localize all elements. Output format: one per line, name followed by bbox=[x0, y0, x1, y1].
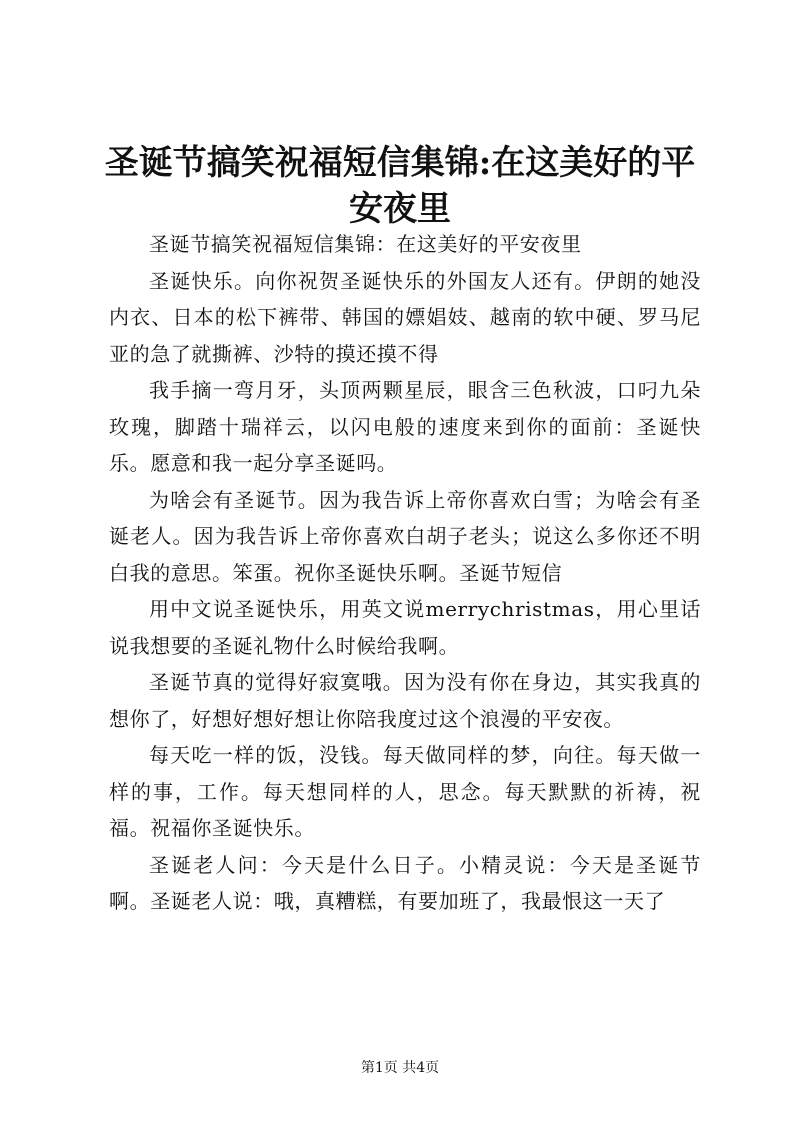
document-title: 圣诞节搞笑祝福短信集锦:在这美好的平安夜里 bbox=[104, 143, 696, 229]
paragraph: 圣诞老人问：今天是什么日子。小精灵说：今天是圣诞节啊。圣诞老人说：哦，真糟糕，有要加班了，我最恨这一天了 bbox=[109, 852, 701, 913]
paragraph: 我手摘一弯月牙，头顶两颗星辰，眼含三色秋波，口叼九朵玫瑰，脚踏十瑞祥云，以闪电般的速度来到你的面前：圣诞快乐。愿意和我一起分享圣诞吗。 bbox=[109, 378, 701, 475]
paragraph: 每天吃一样的饭，没钱。每天做同样的梦，向往。每天做一样的事，工作。每天想同样的人，思念。每天默默的祈祷，祝福。祝福你圣诞快乐。 bbox=[109, 743, 701, 840]
document-body bbox=[109, 226, 701, 920]
paragraph: 用中文说圣诞快乐，用英文说merrychristmas，用心里话说我想要的圣诞礼物什么时候给我啊。 bbox=[109, 597, 701, 658]
paragraph: 圣诞节搞笑祝福短信集锦：在这美好的平安夜里 bbox=[149, 232, 582, 256]
paragraph: 圣诞快乐。向你祝贺圣诞快乐的外国友人还有。伊朗的她没内衣、日本的松下裤带、韩国的嫖娼妓、越南的软中硬、罗马尼亚的急了就撕裤、沙特的摸还摸不得 bbox=[109, 268, 701, 366]
paragraph: 为啥会有圣诞节。因为我告诉上帝你喜欢白雪；为啥会有圣诞老人。因为我告诉上帝你喜欢白胡子老头；说这么多你还不明白我的意思。笨蛋。祝你圣诞快乐啊。圣诞节短信 bbox=[109, 487, 701, 585]
page-footer: 第1页 共4页 bbox=[360, 1060, 440, 1076]
paragraph: 圣诞节真的觉得好寂寞哦。因为没有你在身边，其实我真的想你了，好想好想好想让你陪我度过这个浪漫的平安夜。 bbox=[109, 670, 701, 731]
